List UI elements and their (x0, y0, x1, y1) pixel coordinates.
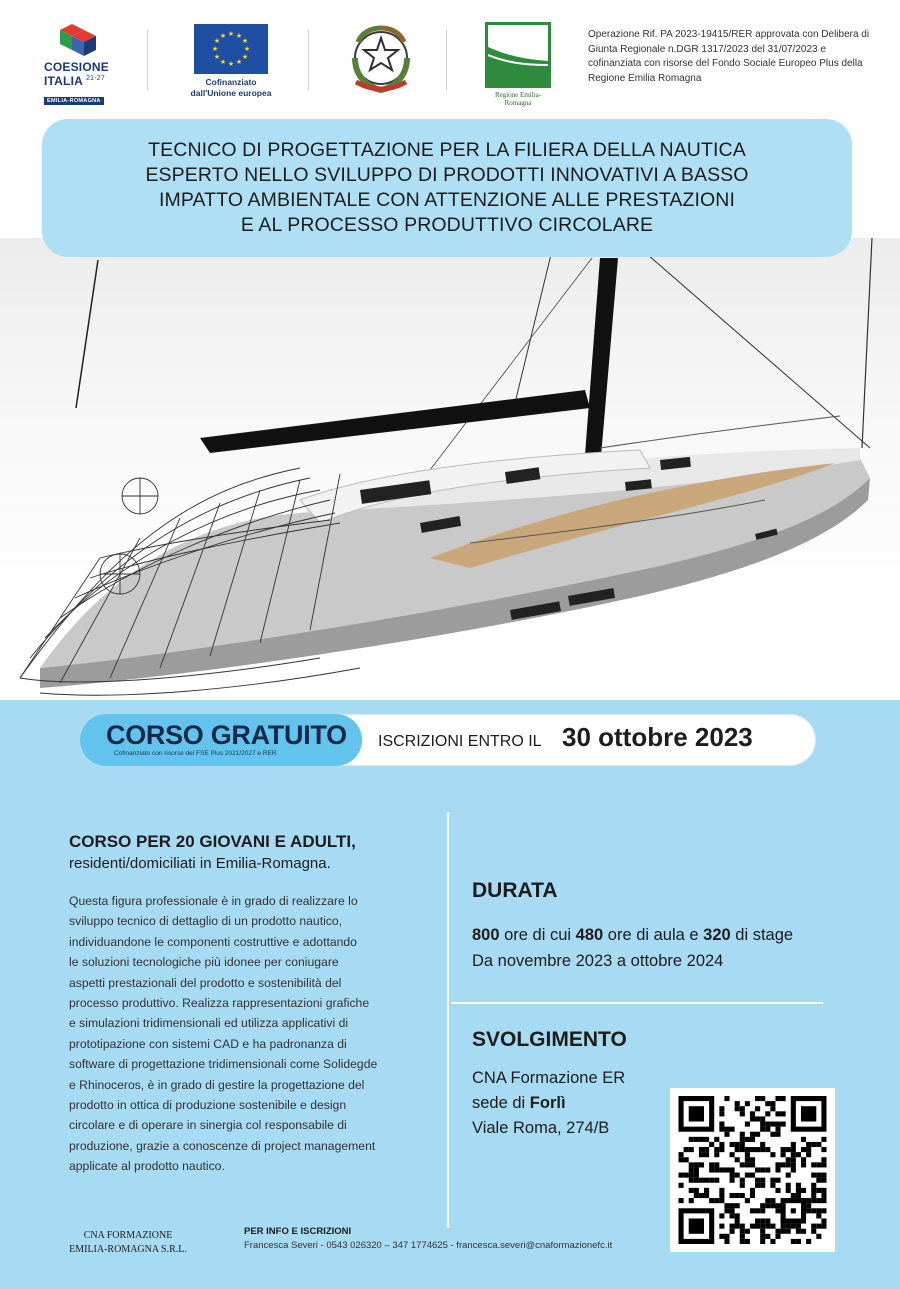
svg-text:★: ★ (241, 53, 249, 61)
registration-deadline-date: 30 ottobre 2023 (562, 722, 753, 752)
location-city-name: Forlì (529, 1094, 566, 1112)
svg-text:★: ★ (235, 32, 243, 40)
logo-separator (446, 30, 447, 90)
location-address: Viale Roma, 274/B (472, 1119, 610, 1137)
location-organization: CNA Formazione ER (472, 1069, 626, 1087)
course-title-banner (42, 119, 852, 257)
repubblica-emblem-icon (346, 22, 416, 98)
svg-text:★: ★ (227, 30, 235, 38)
duration-period: Da novembre 2023 a ottobre 2024 (472, 952, 724, 970)
coesione-italia-logo (44, 22, 116, 102)
header-logos (0, 0, 900, 118)
regione-caption: Regione Emilia-Romagna (494, 91, 542, 107)
cofinanced-note: Cofinanziato con risorse del FSE Plus 2021/2027 e RER (114, 750, 277, 757)
svg-text:★: ★ (241, 37, 249, 45)
duration-text-a: ore di cui (499, 926, 576, 944)
regione-emilia-romagna-logo (482, 22, 554, 107)
internship-hours: 320 (703, 926, 731, 944)
coesione-title-line1: COESIONE (44, 60, 109, 74)
svg-text:★: ★ (219, 58, 227, 66)
eu-logo-line1: Cofinanziato (205, 77, 257, 87)
duration-hours (472, 926, 793, 945)
qr-code[interactable] (670, 1088, 835, 1252)
free-course-label: CORSO GRATUITO (106, 720, 347, 750)
total-hours: 800 (472, 926, 500, 944)
registration-deadline-label: ISCRIZIONI ENTRO IL (378, 733, 542, 750)
org-name-line1: CNA FORMAZIONE (83, 1230, 173, 1241)
coesione-cube-icon (58, 22, 98, 58)
svg-text:★: ★ (227, 60, 235, 68)
cna-formazione-logo (58, 1229, 198, 1257)
svg-text:★: ★ (243, 45, 251, 53)
section-divider (451, 1002, 823, 1004)
svg-text:★: ★ (213, 53, 221, 61)
duration-heading: DURATA (472, 879, 558, 902)
location-city (472, 1094, 566, 1113)
eu-logo-line2: dall'Unione europea (190, 88, 272, 98)
course-description: Questa figura professionale è in grado di realizzare lo sviluppo tecnico di dettaglio di un prodotto nautico, individuandone le componenti costruttive e adottando le soluzioni tecnologiche più idonee per coniugare aspetti prestazionali del prodotto e sostenibilità del processo produttivo. Realizza rappresentazioni grafiche e simulazioni tridimensionali ed utilizza applicativi di prototipazione con sistemi CAD e ha padronanza di software di progettazione tridimensionali come Solidegde e Rhinoceros, è in grado di gestire la progettazione del prodotto in ottica di produzione sostenibile e design circolare e di operare in sinergia col responsabile di produzione, grazie a conoscenze di project management applicate al prodotto nautico. (69, 894, 378, 1174)
coesione-title-line2: ITALIA (44, 74, 83, 88)
duration-text-b: ore di aula e (603, 926, 704, 944)
classroom-hours: 480 (575, 926, 604, 944)
logo-separator (147, 30, 148, 90)
duration-text-c: di stage (730, 926, 794, 944)
coesione-years: 21-27 (86, 75, 105, 82)
logo-separator (308, 30, 309, 90)
location-city-prefix: sede di (472, 1094, 530, 1112)
target-audience-heading: CORSO PER 20 GIOVANI E ADULTI, (69, 832, 356, 851)
location-heading: SVOLGIMENTO (472, 1028, 627, 1051)
svg-text:★: ★ (213, 37, 221, 45)
contact-details[interactable]: Francesca Severi - 0543 026320 – 347 1774625 - francesca.severi@cnaformazionefc.it (244, 1240, 613, 1251)
qr-code-icon (678, 1096, 827, 1244)
org-name-line2: EMILIA-ROMAGNA S.R.L. (69, 1244, 187, 1255)
repubblica-italiana-emblem (346, 22, 416, 100)
svg-text:★: ★ (235, 58, 243, 66)
coesione-region: EMILIA-ROMAGNA (44, 97, 104, 105)
regione-logo-icon (485, 22, 551, 88)
svg-text:★: ★ (219, 32, 227, 40)
eu-logo (186, 24, 276, 104)
sailboat-render-image (0, 238, 900, 728)
eu-flag-icon (194, 24, 268, 74)
column-divider (447, 812, 449, 1228)
contact-heading: PER INFO E ISCRIZIONI (244, 1226, 352, 1237)
course-title: TECNICO DI PROGETTAZIONE PER LA FILIERA DELLA NAUTICA ESPERTO NELLO SVILUPPO DI PRODOTTI INNOVATIVI A BASSO IMPATTO AMBIENTALE CON ATTENZIONE ALLE PRESTAZIONI E AL PROCESSO PRODUTTIVO CIRCOLARE (145, 139, 749, 236)
sailboat-illustration (0, 238, 900, 728)
target-audience-subheading: residenti/domiciliati in Emilia-Romagna. (69, 855, 331, 872)
svg-text:★: ★ (211, 45, 219, 53)
operazione-notice: Operazione Rif. PA 2023-19415/RER approvata con Delibera di Giunta Regionale n.DGR 1317/2023 del 31/07/2023 e cofinanziata con risorse del Fondo Sociale Europeo Plus della Regione Emilia Romagna (588, 29, 870, 84)
